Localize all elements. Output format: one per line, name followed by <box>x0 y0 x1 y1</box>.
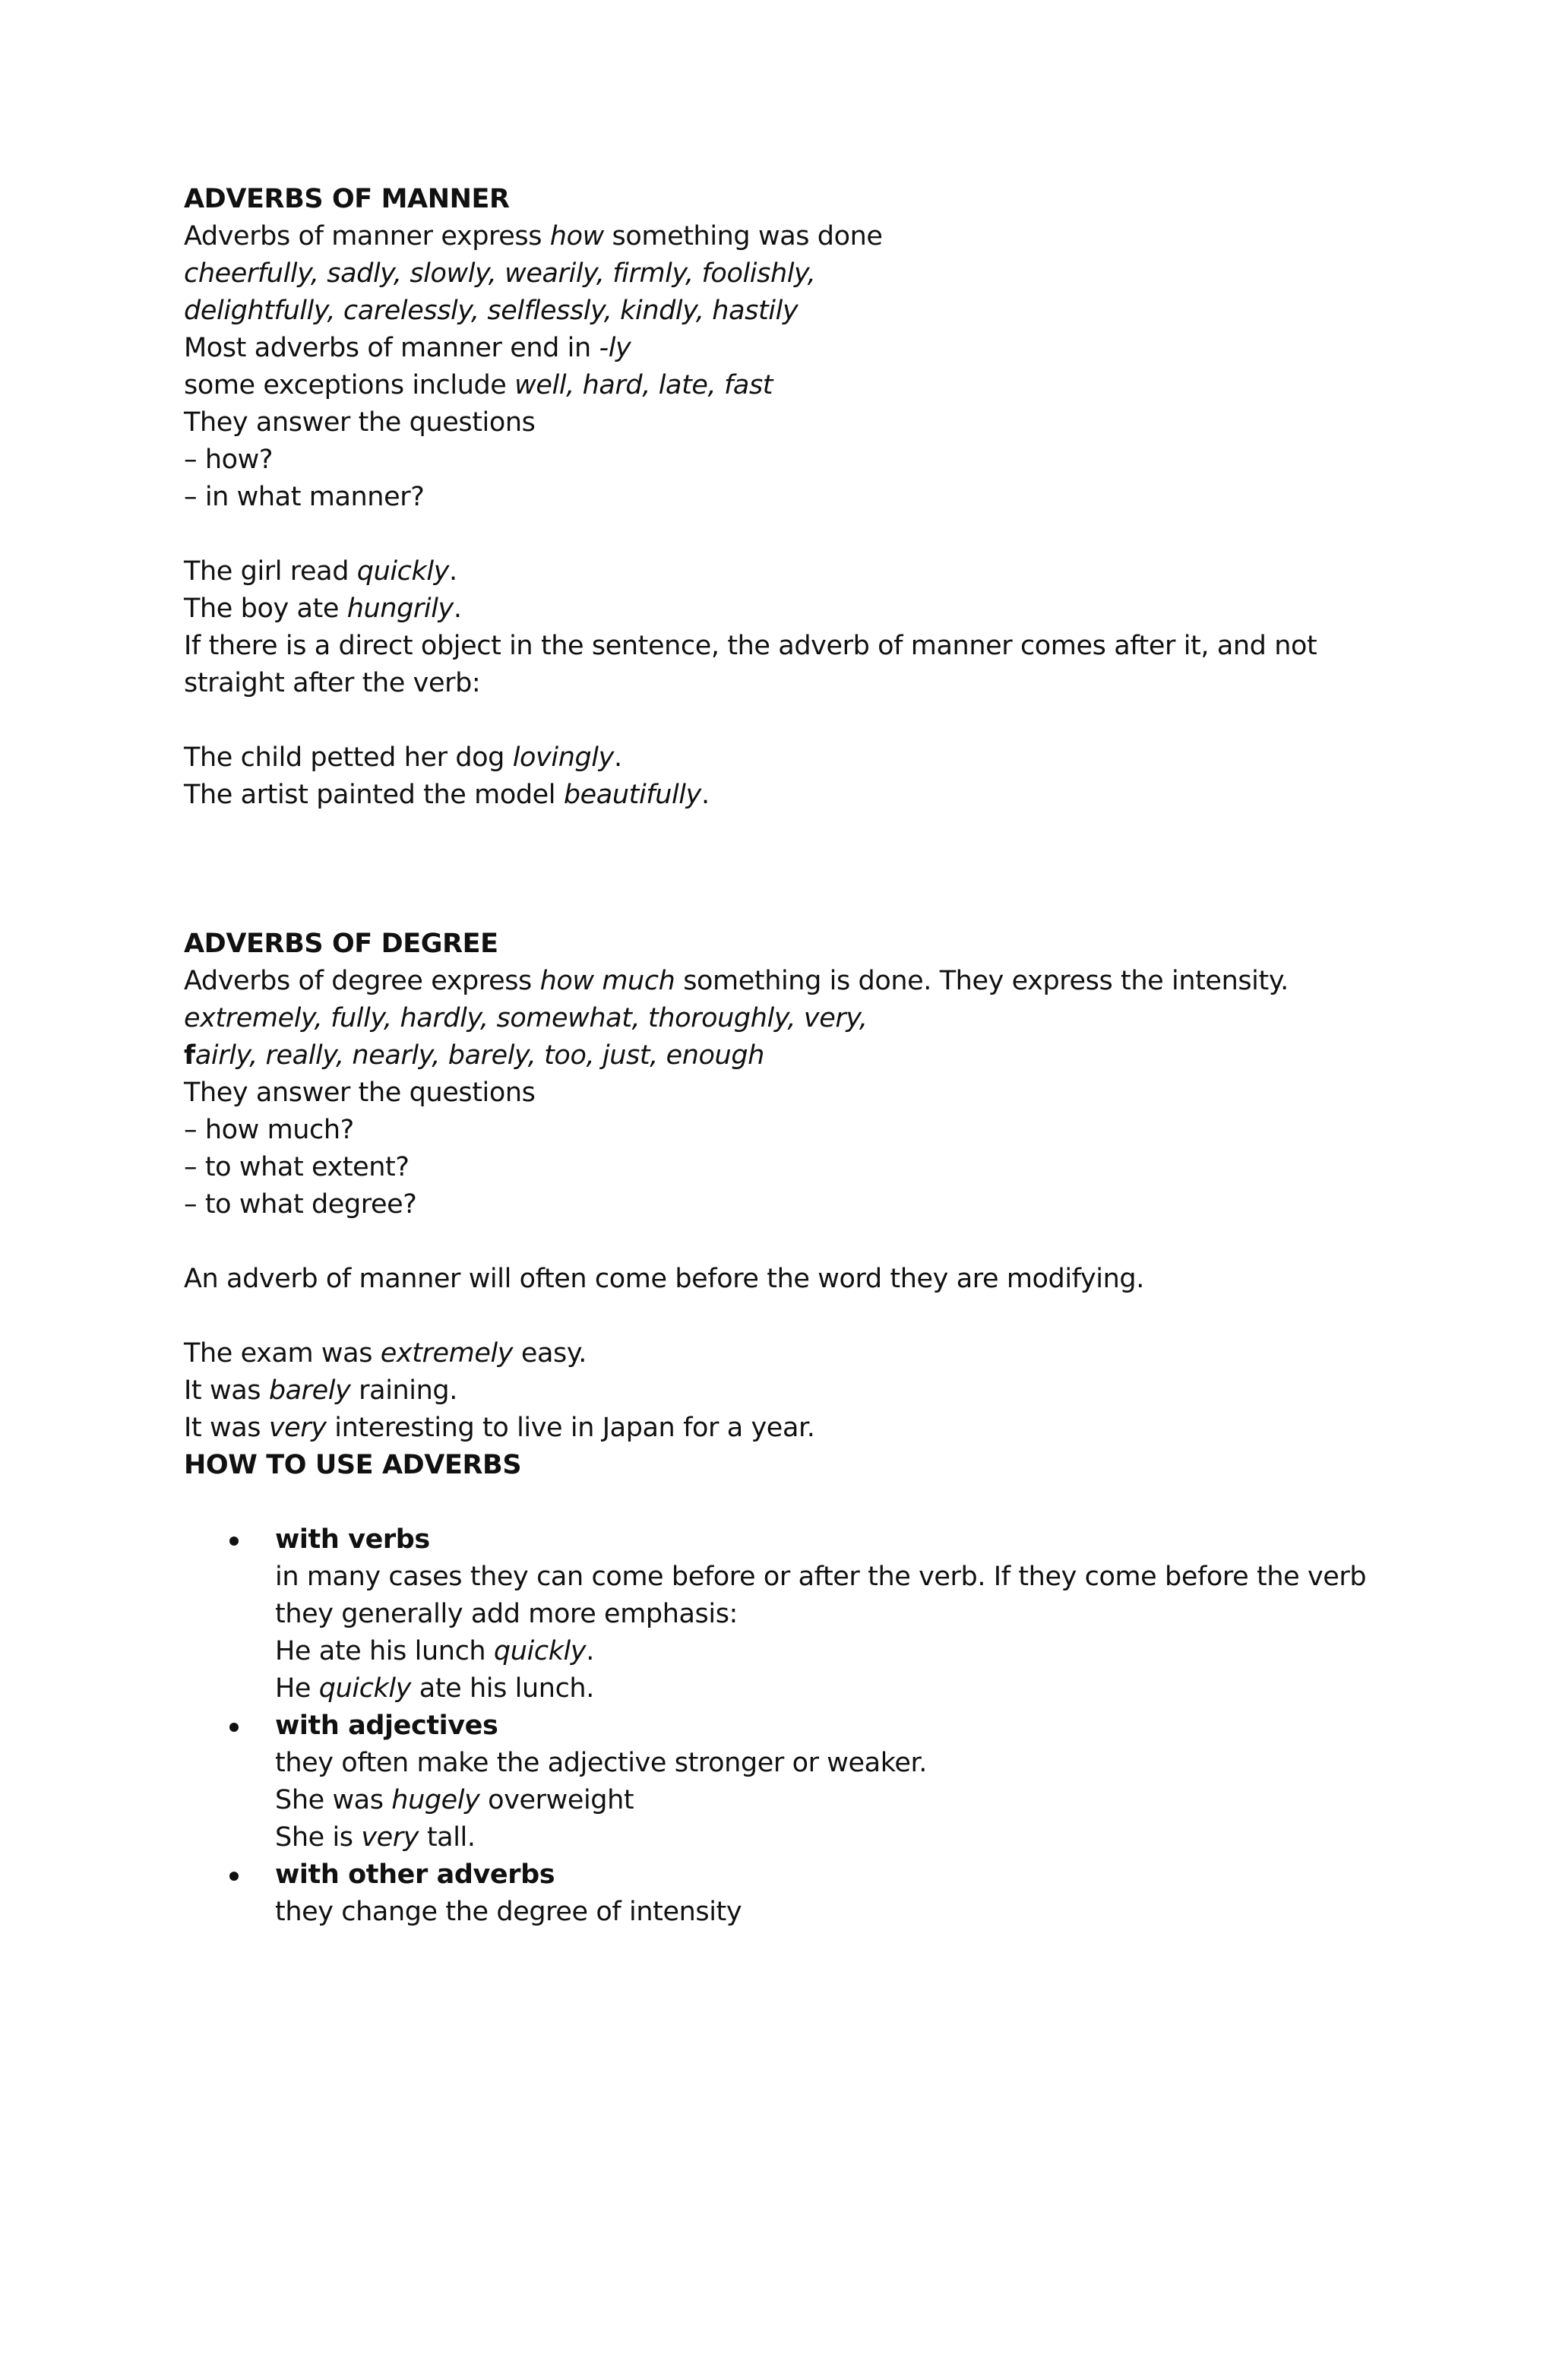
section-gap <box>184 814 1369 926</box>
text-span: The artist painted the model <box>184 780 564 810</box>
spacer <box>184 702 1369 739</box>
question-item: – how? <box>184 445 274 475</box>
section-heading: ADVERBS OF DEGREE <box>184 929 498 959</box>
section-how-to-use-adverbs <box>184 1447 1369 1931</box>
italic-text: quickly <box>493 1636 587 1666</box>
italic-text: -ly <box>599 333 631 363</box>
text-span: He <box>275 1673 319 1704</box>
example-sentence <box>184 590 1369 628</box>
list-item <box>184 1521 1369 1707</box>
text-span: interesting to live in Japan for a year. <box>326 1413 815 1443</box>
italic-text: lovingly <box>512 742 614 773</box>
list-item <box>184 1856 1369 1931</box>
text-span: She is <box>275 1822 362 1853</box>
italic-text: quickly <box>356 556 450 587</box>
text-span: . <box>586 1636 594 1666</box>
text-span: The girl read <box>184 556 357 587</box>
list-item-title: with adjectives <box>275 1711 498 1741</box>
italic-text: delightfully, carelessly, selflessly, kindly, hastily <box>184 296 799 326</box>
bullet-icon <box>229 1872 239 1881</box>
text-span: The boy ate <box>184 593 347 624</box>
text-span: something is done. They express the intensity. <box>675 966 1289 996</box>
section-heading: ADVERBS OF MANNER <box>184 184 510 214</box>
spacer <box>184 516 1369 553</box>
question-item: – to what extent? <box>184 1152 410 1182</box>
examples-line <box>184 293 1369 330</box>
question-item: – in what manner? <box>184 482 425 512</box>
text-span: Adverbs of degree express <box>184 966 540 996</box>
exceptions-text <box>184 367 1369 404</box>
text-span: Most adverbs of manner end in <box>184 333 599 363</box>
text-span: She was <box>275 1785 392 1815</box>
italic-text: cheerfully, sadly, slowly, wearily, firmly, foolishly, <box>184 258 816 289</box>
italic-text: well, hard, late, fast <box>514 370 773 400</box>
text-span: It was <box>184 1375 269 1406</box>
text-span: overweight <box>479 1785 634 1815</box>
section-heading: HOW TO USE ADVERBS <box>184 1450 522 1480</box>
italic-text: extremely <box>380 1338 514 1369</box>
rule-paragraph: If there is a direct object in the sentence, the adverb of manner comes after it, and not straight after the verb: <box>184 631 1317 698</box>
text-span: . <box>613 742 622 773</box>
answer-text: They answer the questions <box>184 1078 536 1108</box>
example-sentence <box>184 1335 1369 1372</box>
examples-line <box>184 1000 1369 1037</box>
italic-text: beautifully <box>563 780 701 810</box>
usage-list <box>184 1521 1369 1931</box>
text-span: some exceptions include <box>184 370 515 400</box>
list-item-title: with other adverbs <box>275 1859 555 1890</box>
text-span: ate his lunch. <box>411 1673 594 1704</box>
intro-text <box>184 963 1369 1000</box>
italic-text: how <box>549 221 604 252</box>
list-item-desc: they often make the adjective stronger or weaker. <box>275 1748 927 1778</box>
answer-text: They answer the questions <box>184 407 536 438</box>
italic-text: extremely, fully, hardly, somewhat, thoroughly, very, <box>184 1003 868 1033</box>
list-item <box>184 1707 1369 1856</box>
examples-line <box>184 1037 1369 1074</box>
list-item-title: with verbs <box>275 1524 430 1555</box>
example-sentence <box>184 777 1369 814</box>
document-page <box>184 181 1369 1931</box>
list-item-desc: they change the degree of intensity <box>275 1897 742 1927</box>
bold-text: f <box>184 1040 195 1071</box>
text-span: Adverbs of manner express <box>184 221 550 252</box>
italic-text: hungrily <box>346 593 454 624</box>
intro-text <box>184 218 1369 255</box>
text-span: easy. <box>513 1338 587 1369</box>
italic-text: quickly <box>318 1673 412 1704</box>
question-item: – to what degree? <box>184 1189 417 1220</box>
text-span: He ate his lunch <box>275 1636 494 1666</box>
spacer <box>184 1298 1369 1335</box>
italic-text: very <box>268 1413 327 1443</box>
example-sentence <box>275 1670 1369 1707</box>
position-text: An adverb of manner will often come before the word they are modifying. <box>184 1264 1144 1294</box>
section-adverbs-of-manner <box>184 181 1369 814</box>
list-item-desc: in many cases they can come before or after the verb. If they come before the verb they generally add more emphasis: <box>275 1562 1367 1629</box>
text-span: raining. <box>350 1375 457 1406</box>
example-sentence <box>184 1372 1369 1410</box>
text-span: . <box>701 780 710 810</box>
bullet-icon <box>229 1537 239 1546</box>
example-sentence <box>275 1782 1369 1819</box>
rule-text <box>184 330 1369 367</box>
spacer <box>184 1223 1369 1261</box>
text-span: tall. <box>419 1822 476 1853</box>
question-item: – how much? <box>184 1115 354 1145</box>
text-span: The exam was <box>184 1338 381 1369</box>
italic-text: hugely <box>391 1785 480 1815</box>
italic-text: barely <box>268 1375 351 1406</box>
text-span: something was done <box>603 221 883 252</box>
text-span: . <box>449 556 457 587</box>
example-sentence <box>275 1819 1369 1856</box>
text-span: . <box>453 593 462 624</box>
examples-line <box>184 255 1369 293</box>
example-sentence <box>184 739 1369 777</box>
text-span: It was <box>184 1413 269 1443</box>
example-sentence <box>184 1410 1369 1447</box>
bullet-icon <box>229 1723 239 1732</box>
example-sentence <box>184 553 1369 590</box>
italic-text: airly, really, nearly, barely, too, just, enough <box>194 1040 764 1071</box>
italic-text: how much <box>539 966 675 996</box>
example-sentence <box>275 1633 1369 1670</box>
section-adverbs-of-degree <box>184 926 1369 1447</box>
italic-text: very <box>361 1822 419 1853</box>
text-span: The child petted her dog <box>184 742 513 773</box>
